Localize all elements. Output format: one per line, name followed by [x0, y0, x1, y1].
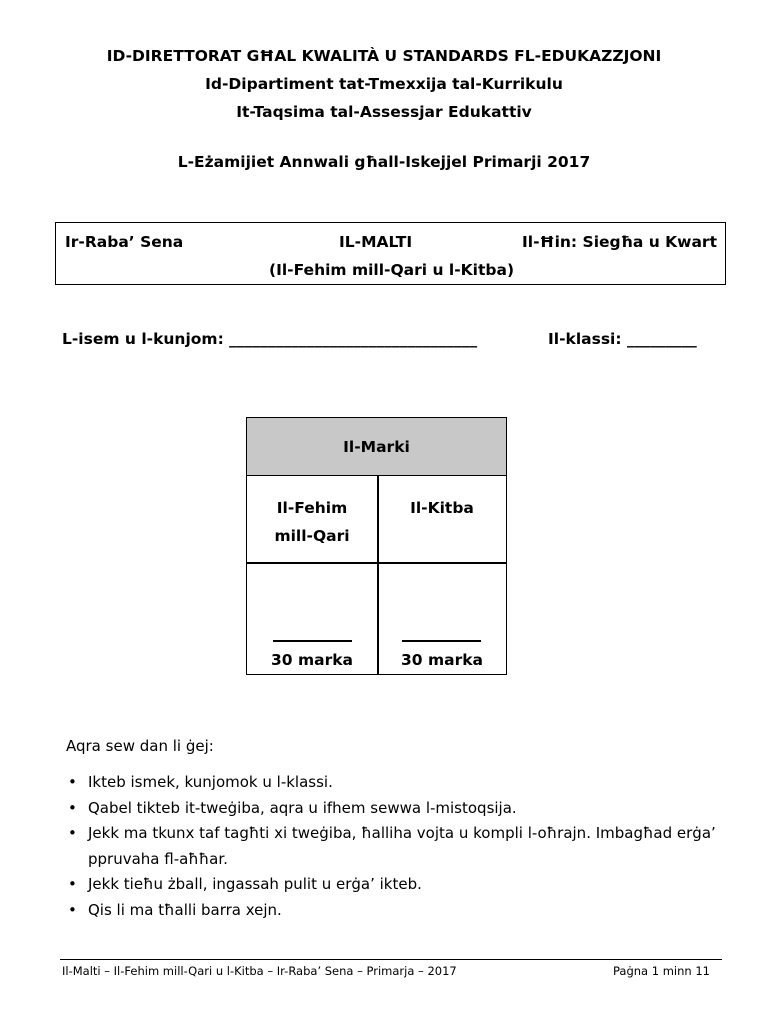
- bullet-icon: •: [68, 824, 77, 842]
- marks-table-title: Il-Marki: [247, 418, 506, 476]
- header-line-2: Id-Dipartiment tat-Tmexxija tal-Kurrikulu: [205, 75, 563, 93]
- list-item: • Ikteb ismek, kunjomok u l-klassi.: [66, 770, 726, 796]
- header-line-1: ID-DIRETTORAT GĦAL KWALITÀ U STANDARDS FL-EDUKAZZJONI: [106, 47, 662, 65]
- reading-title-line-1: Il-Fehim: [276, 499, 348, 517]
- bullet-icon: •: [68, 900, 77, 919]
- time-label: Il-Ħin: Siegħa u Kwart: [521, 233, 717, 251]
- reading-total-marks: 30 marka: [271, 651, 353, 669]
- writing-column-title: [378, 494, 506, 522]
- exam-title: L-Eżamijiet Annwali għall-Iskejjel Primarji 2017: [177, 153, 591, 171]
- writing-total-marks: 30 marka: [401, 651, 483, 669]
- footer-divider: [60, 959, 722, 960]
- list-item: • Qabel tikteb it-tweġiba, aqra u ifhem sewwa l-mistoqsija.: [66, 796, 726, 822]
- bullet-icon: •: [68, 773, 77, 791]
- reading-column-title: [247, 494, 377, 550]
- reading-title-line-2: mill-Qari: [274, 527, 350, 545]
- writing-title: Il-Kitba: [410, 499, 474, 517]
- class-field[interactable]: Il-klassi: _________: [548, 330, 697, 348]
- marks-table: [246, 417, 507, 675]
- bullet-icon: •: [68, 875, 77, 893]
- student-name-field[interactable]: L-isem u l-kunjom: ________________________________: [62, 330, 478, 348]
- subject-label: IL-MALTI: [339, 233, 413, 251]
- bullet-icon: •: [68, 798, 77, 817]
- instructions-list: [66, 770, 726, 923]
- header-line-3: It-Taqsima tal-Assessjar Edukattiv: [236, 103, 532, 121]
- marks-table-row-divider: [247, 562, 506, 564]
- page-number: Paġna 1 minn 11: [613, 964, 710, 978]
- year-label: Ir-Raba’ Sena: [65, 233, 184, 251]
- exam-info-box: [55, 222, 726, 285]
- writing-score-blank[interactable]: [402, 640, 481, 642]
- reading-score-blank[interactable]: [273, 640, 352, 642]
- subject-subtitle: (Il-Fehim mill-Qari u l-Kitba): [269, 261, 515, 279]
- list-item: • Qis li ma tħalli barra xejn.: [66, 898, 726, 924]
- footer-title: Il-Malti – Il-Fehim mill-Qari u l-Kitba – Ir-Raba’ Sena – Primarja – 2017: [62, 964, 457, 978]
- list-item: • Jekk tieħu żball, ingassah pulit u erġa’ ikteb.: [66, 872, 726, 898]
- instructions-title: Aqra sew dan li ġej:: [66, 737, 214, 755]
- list-item: • Jekk ma tkunx taf tagħti xi tweġiba, ħalliha vojta u kompli l-oħrajn. Imbagħad erġa’ ppruvaha fl-aħħar.: [66, 821, 726, 872]
